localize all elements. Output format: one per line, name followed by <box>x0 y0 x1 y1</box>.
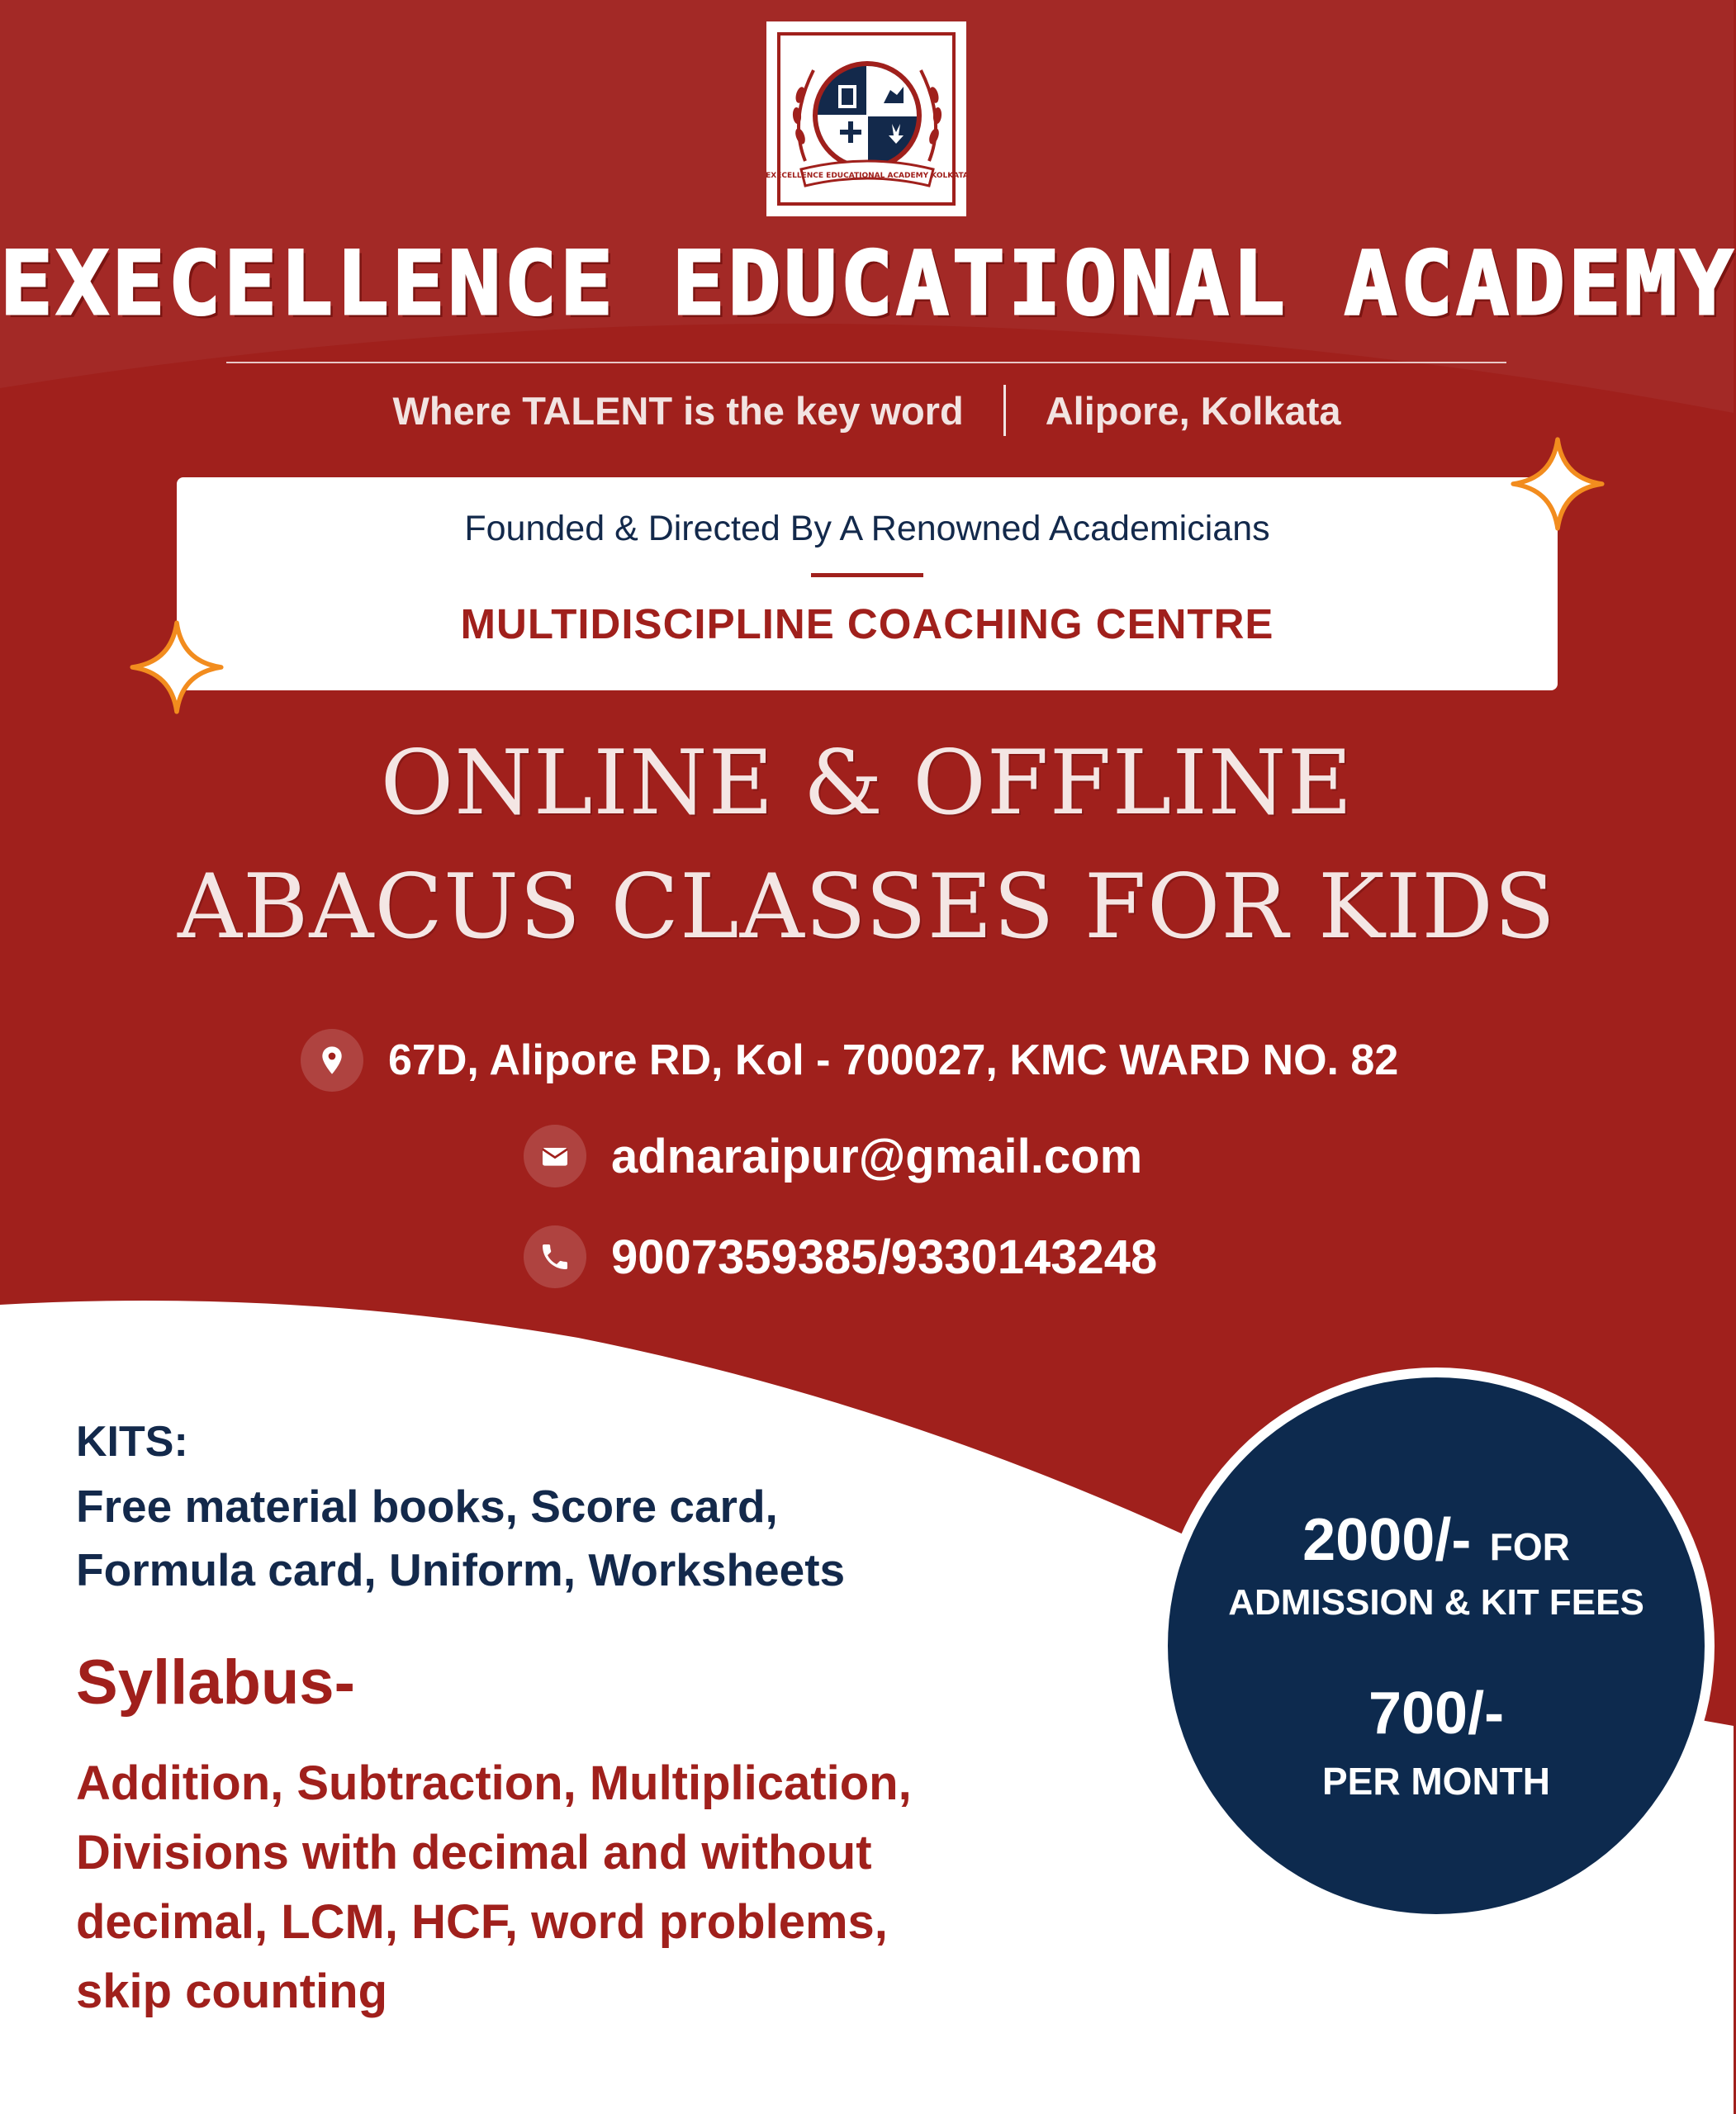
mail-icon <box>524 1125 586 1187</box>
logo-banner-text: EXECELLENCE EDUCATIONAL ACADEMY KOLKATA <box>766 172 969 180</box>
tagline <box>0 385 1734 436</box>
syllabus-list <box>76 1749 1150 2026</box>
sparkle-star-icon <box>130 621 223 713</box>
syllabus-line: Addition, Subtraction, Multiplication, <box>76 1756 912 1810</box>
academy-crest-icon <box>766 37 969 202</box>
syllabus-title: Syllabus- <box>76 1647 355 1718</box>
headline-line-2: ABACUS CLASSES FOR KIDS <box>178 856 1556 959</box>
email-link[interactable]: adnaraipur@gmail.com <box>611 1129 1143 1183</box>
monthly-fee-amount: 700/- <box>1368 1680 1505 1747</box>
address-text: 67D, Alipore RD, Kol - 700027, KMC WARD NO. 82 <box>388 1036 1399 1084</box>
admission-fee-line <box>1168 1506 1705 1574</box>
sparkle-star-icon <box>1511 438 1604 530</box>
coaching-centre-text: MULTIDISCIPLINE COACHING CENTRE <box>460 600 1274 647</box>
tagline-motto: Where TALENT is the key word <box>392 388 964 433</box>
founded-text: Founded & Directed By A Renowned Academicians <box>464 509 1270 548</box>
admission-fee-for: FOR <box>1489 1525 1570 1568</box>
admission-fee-label: ADMISSION & KIT FEES <box>1228 1582 1644 1623</box>
syllabus-line: skip counting <box>76 1965 387 2018</box>
title-divider <box>226 362 1506 363</box>
info-box-divider <box>811 573 923 577</box>
monthly-fee-label: PER MONTH <box>1322 1760 1550 1803</box>
headline-line-1: ONLINE & OFFLINE <box>380 732 1354 835</box>
fees-badge <box>1158 1367 1715 1924</box>
kits-line: Formula card, Uniform, Worksheets <box>76 1544 846 1595</box>
phone-icon <box>524 1225 586 1288</box>
phone-row <box>524 1225 1157 1288</box>
info-box <box>177 477 1558 690</box>
tagline-location: Alipore, Kolkata <box>1045 388 1341 433</box>
location-pin-icon <box>301 1029 363 1092</box>
academy-logo <box>766 21 969 216</box>
phone-link[interactable]: 9007359385/9330143248 <box>611 1230 1158 1284</box>
syllabus-line: Divisions with decimal and without <box>76 1826 872 1879</box>
kits-label: KITS: <box>76 1418 188 1466</box>
kits-list <box>76 1475 845 1602</box>
syllabus-line: decimal, LCM, HCF, word problems, <box>76 1895 888 1949</box>
address-row <box>301 1029 1398 1092</box>
tagline-separator <box>1003 385 1006 436</box>
admission-fee-amount: 2000/- <box>1302 1507 1472 1573</box>
email-row <box>524 1125 1142 1187</box>
kits-line: Free material books, Score card, <box>76 1481 778 1532</box>
academy-title: EXECELLENCE EDUCATIONAL ACADEMY <box>0 233 1736 334</box>
